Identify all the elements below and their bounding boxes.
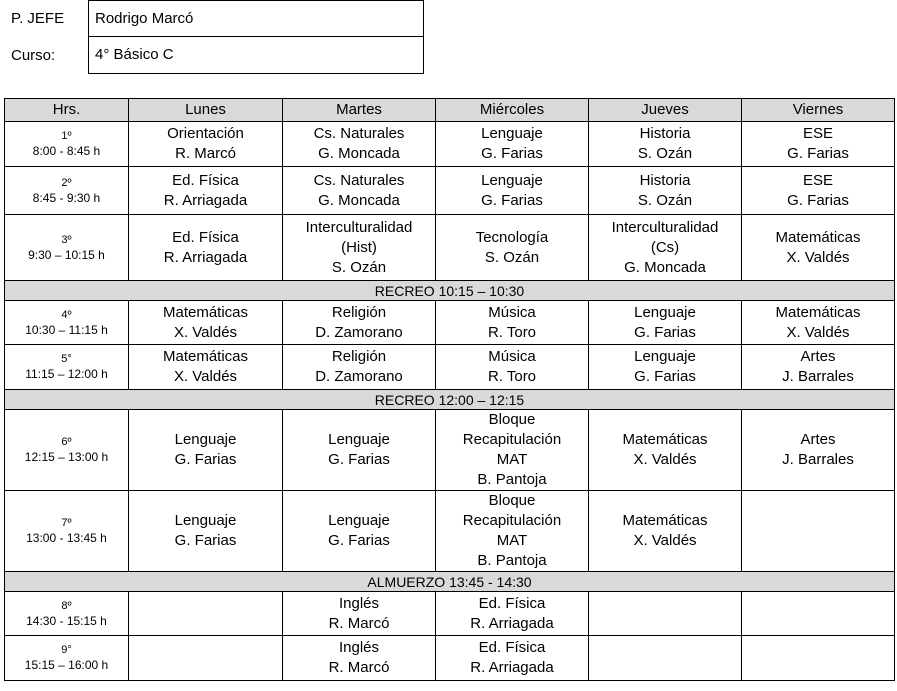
period-number: 9° <box>61 644 72 656</box>
teacher-name: G. Farias <box>481 145 543 162</box>
class-cell-lunes <box>129 636 283 681</box>
class-cell-jueves <box>589 215 742 281</box>
class-cell-miercoles <box>436 592 589 636</box>
schedule-table <box>4 98 895 681</box>
teacher-name: R. Arriagada <box>163 191 248 209</box>
subject-name: MAT <box>496 532 528 549</box>
period-time: 8:00 - 8:45 h <box>32 144 101 158</box>
class-cell-martes <box>283 301 436 345</box>
period-row <box>5 167 895 215</box>
period-time: 9:30 – 10:15 h <box>28 247 105 262</box>
subject-name: (Cs) <box>650 238 680 256</box>
jefe-value: Rodrigo Marcó <box>89 1 423 37</box>
curso-label: Curso: <box>11 47 56 64</box>
subject-name: Matemáticas <box>622 431 708 448</box>
teacher-name: G. Moncada <box>624 258 706 276</box>
break-label: RECREO 12:00 – 12:15 <box>5 390 895 410</box>
period-row <box>5 410 895 491</box>
subject-name: Lenguaje <box>634 348 696 365</box>
teacher-name: G. Farias <box>328 451 390 468</box>
subject-name: Matemáticas <box>162 303 249 321</box>
col-header-viernes: Viernes <box>742 99 895 122</box>
subject-name: Tecnología <box>475 228 549 246</box>
subject-name: Lenguaje <box>174 512 237 529</box>
class-cell-viernes <box>742 491 895 572</box>
teacher-name: J. Barrales <box>782 368 854 385</box>
teacher-name: G. Moncada <box>318 191 400 209</box>
period-hours-cell <box>5 636 129 681</box>
period-time: 12:15 – 13:00 h <box>24 450 109 464</box>
teacher-name: G. Farias <box>174 532 237 549</box>
period-hours-cell <box>5 345 129 390</box>
break-row <box>5 572 895 592</box>
curso-value: 4° Básico C <box>95 46 174 63</box>
period-number: 3º <box>61 233 72 246</box>
period-row <box>5 636 895 681</box>
class-cell-jueves <box>589 592 742 636</box>
period-row <box>5 122 895 167</box>
class-cell-lunes <box>129 410 283 491</box>
subject-name: Matemáticas <box>622 512 708 529</box>
period-hours-cell <box>5 215 129 281</box>
class-cell-viernes <box>742 301 895 345</box>
class-cell-lunes <box>129 215 283 281</box>
subject-name: Historia <box>639 125 691 142</box>
subject-name: Matemáticas <box>775 303 861 321</box>
period-number: 1º <box>61 130 72 142</box>
teacher-name: G. Farias <box>328 532 390 549</box>
break-row <box>5 390 895 410</box>
subject-name: Música <box>488 303 536 321</box>
subject-name: Bloque <box>488 492 536 509</box>
teacher-name: S. Ozán <box>484 248 540 266</box>
teacher-name: S. Ozán <box>331 258 387 276</box>
class-cell-lunes <box>129 345 283 390</box>
class-cell-miercoles <box>436 301 589 345</box>
subject-name: Artes <box>800 348 836 365</box>
subject-name: Religión <box>331 348 387 365</box>
teacher-name: G. Farias <box>174 451 237 468</box>
period-row <box>5 215 895 281</box>
period-time: 10:30 – 11:15 h <box>25 322 108 337</box>
header-info-box <box>88 0 424 74</box>
subject-name: Matemáticas <box>775 228 861 246</box>
period-time: 8:45 - 9:30 h <box>32 190 101 205</box>
class-cell-martes <box>283 167 436 215</box>
col-header-lunes: Lunes <box>129 99 283 122</box>
teacher-name: X. Valdés <box>786 248 850 266</box>
class-cell-viernes <box>742 592 895 636</box>
col-header-martes: Martes <box>283 99 436 122</box>
subject-name: Ed. Física <box>172 171 239 189</box>
teacher-name: R. Marcó <box>328 659 390 676</box>
period-hours-cell <box>5 122 129 167</box>
subject-name: Lenguaje <box>328 512 390 529</box>
subject-name: Música <box>488 348 536 365</box>
class-cell-miercoles <box>436 636 589 681</box>
subject-name: Religión <box>331 303 387 321</box>
col-header-hrs: Hrs. <box>5 99 129 122</box>
teacher-name: R. Marcó <box>328 614 390 632</box>
subject-name: Lenguaje <box>328 431 390 448</box>
class-cell-martes <box>283 636 436 681</box>
teacher-name: X. Valdés <box>786 323 850 341</box>
teacher-name: R. Toro <box>487 368 537 385</box>
class-cell-jueves <box>589 301 742 345</box>
subject-name: Ed. Física <box>478 594 546 612</box>
teacher-name: X. Valdés <box>633 532 697 549</box>
schedule-header-row <box>5 99 895 122</box>
class-cell-miercoles <box>436 167 589 215</box>
period-number: 2º <box>61 176 72 189</box>
subject-name: Orientación <box>167 125 244 142</box>
class-cell-lunes <box>129 491 283 572</box>
class-cell-viernes <box>742 636 895 681</box>
class-cell-lunes <box>129 592 283 636</box>
subject-name: Lenguaje <box>481 125 543 142</box>
teacher-name: X. Valdés <box>633 451 697 468</box>
teacher-name: D. Zamorano <box>315 323 403 341</box>
class-cell-jueves <box>589 345 742 390</box>
break-label: RECREO 10:15 – 10:30 <box>5 281 895 301</box>
subject-name: Recapitulación <box>462 512 562 529</box>
subject-name: ESE <box>802 125 833 142</box>
class-cell-viernes <box>742 410 895 491</box>
subject-name: Artes <box>800 431 836 448</box>
subject-name: Bloque <box>488 411 536 428</box>
period-time: 14:30 - 15:15 h <box>26 613 107 628</box>
teacher-name: G. Farias <box>787 191 849 209</box>
class-cell-miercoles <box>436 122 589 167</box>
col-header-miercoles: Miércoles <box>436 99 589 122</box>
subject-name: Lenguaje <box>174 431 237 448</box>
jefe-label: P. JEFE <box>11 10 65 27</box>
teacher-name: R. Arriagada <box>163 248 248 266</box>
class-cell-lunes <box>129 122 283 167</box>
period-number: 6º <box>61 436 72 448</box>
class-cell-viernes <box>742 122 895 167</box>
subject-name: MAT <box>496 451 528 468</box>
subject-name: Historia <box>639 171 691 189</box>
class-cell-martes <box>283 215 436 281</box>
period-hours-cell <box>5 592 129 636</box>
class-cell-miercoles <box>436 410 589 491</box>
period-hours-cell <box>5 491 129 572</box>
subject-name: Inglés <box>338 594 380 612</box>
teacher-name: G. Farias <box>481 191 543 209</box>
period-time: 13:00 - 13:45 h <box>26 531 107 545</box>
subject-name: (Hist) <box>341 238 377 256</box>
teacher-name: S. Ozán <box>637 145 693 162</box>
class-cell-miercoles <box>436 215 589 281</box>
class-cell-jueves <box>589 636 742 681</box>
period-row <box>5 345 895 390</box>
subject-name: Interculturalidad <box>611 218 719 236</box>
teacher-name: B. Pantoja <box>477 471 547 488</box>
teacher-name: R. Marcó <box>175 145 236 162</box>
class-cell-lunes <box>129 301 283 345</box>
class-cell-martes <box>283 410 436 491</box>
teacher-name: G. Farias <box>634 368 696 385</box>
teacher-name: B. Pantoja <box>477 552 547 569</box>
teacher-name: R. Arriagada <box>470 659 554 676</box>
teacher-name: G. Farias <box>634 323 696 341</box>
class-cell-viernes <box>742 167 895 215</box>
class-cell-viernes <box>742 215 895 281</box>
class-cell-jueves <box>589 167 742 215</box>
class-cell-martes <box>283 345 436 390</box>
subject-name: Cs. Naturales <box>313 125 405 142</box>
class-cell-miercoles <box>436 491 589 572</box>
period-number: 4º <box>61 308 72 321</box>
teacher-name: J. Barrales <box>782 451 854 468</box>
col-header-jueves: Jueves <box>589 99 742 122</box>
class-cell-martes <box>283 122 436 167</box>
class-cell-jueves <box>589 410 742 491</box>
period-number: 5° <box>61 353 72 365</box>
teacher-name: R. Toro <box>487 323 537 341</box>
subject-name: Cs. Naturales <box>313 171 405 189</box>
subject-name: Inglés <box>338 639 380 656</box>
break-label: ALMUERZO 13:45 - 14:30 <box>5 572 895 592</box>
subject-name: Matemáticas <box>162 348 249 365</box>
subject-name: Lenguaje <box>481 171 543 189</box>
teacher-name: G. Moncada <box>318 145 400 162</box>
teacher-name: G. Farias <box>787 145 849 162</box>
teacher-name: X. Valdés <box>173 368 238 385</box>
teacher-name: X. Valdés <box>173 323 238 341</box>
class-cell-lunes <box>129 167 283 215</box>
subject-name: Ed. Física <box>172 228 239 246</box>
period-hours-cell <box>5 301 129 345</box>
class-cell-jueves <box>589 491 742 572</box>
class-cell-jueves <box>589 122 742 167</box>
class-cell-martes <box>283 592 436 636</box>
teacher-name: R. Arriagada <box>470 614 554 632</box>
period-hours-cell <box>5 167 129 215</box>
break-row <box>5 281 895 301</box>
period-number: 7º <box>61 517 72 529</box>
subject-name: ESE <box>802 171 833 189</box>
period-time: 11:15 – 12:00 h <box>25 367 108 381</box>
period-row <box>5 491 895 572</box>
period-time: 15:15 – 16:00 h <box>24 658 109 672</box>
period-row <box>5 592 895 636</box>
class-cell-viernes <box>742 345 895 390</box>
subject-name: Lenguaje <box>634 303 696 321</box>
class-cell-martes <box>283 491 436 572</box>
period-row <box>5 301 895 345</box>
teacher-name: S. Ozán <box>637 191 693 209</box>
period-hours-cell <box>5 410 129 491</box>
subject-name: Recapitulación <box>462 431 562 448</box>
subject-name: Interculturalidad <box>305 218 413 236</box>
subject-name: Ed. Física <box>478 639 546 656</box>
class-cell-miercoles <box>436 345 589 390</box>
teacher-name: D. Zamorano <box>315 368 403 385</box>
period-number: 8º <box>61 599 72 612</box>
